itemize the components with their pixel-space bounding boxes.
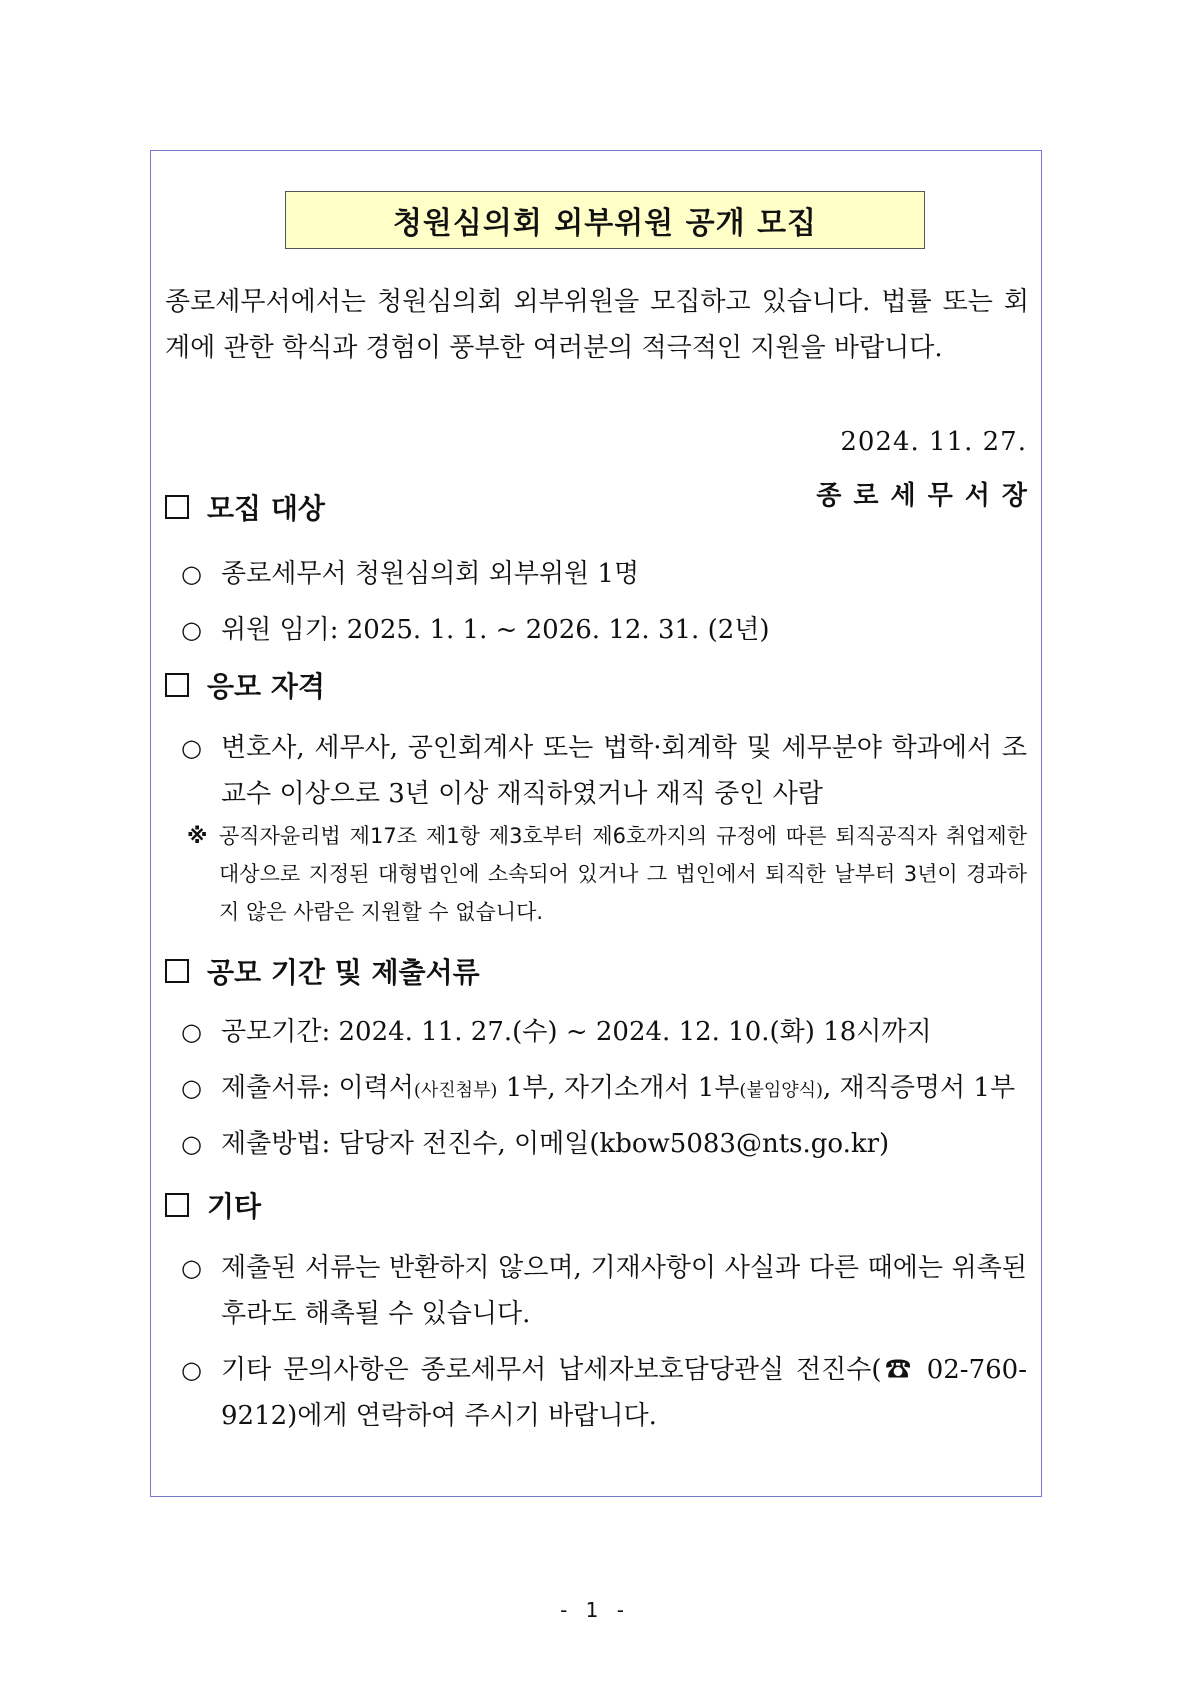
section-heading-label: 응모 자격	[207, 670, 325, 703]
section-heading-etc	[165, 1185, 261, 1225]
note-text: 공직자윤리법 제17조 제1항 제3호부터 제6호까지의 규정에 따른 퇴직공직자 취업제한 대상으로 지정된 대형법인에 소속되어 있거나 그 법인에서 퇴직한 날부터 3년이 경과하지 않은 사람은 지원할 수 없습니다.	[219, 824, 1027, 924]
section-heading-label: 기타	[207, 1190, 262, 1223]
circle-bullet-icon: ○	[181, 1356, 202, 1384]
list-item	[181, 551, 1027, 597]
list-item-text: 제출된 서류는 반환하지 않으며, 기재사항이 사실과 다른 때에는 위촉된 후라도 해촉될 수 있습니다.	[221, 1253, 1027, 1329]
list-item-text: 제출방법: 담당자 전진수, 이메일(kbow5083@nts.go.kr)	[221, 1129, 890, 1159]
checkbox-square-icon	[165, 673, 189, 697]
list-item-text	[221, 1065, 1027, 1114]
page-number: - 1 -	[560, 1598, 630, 1622]
docs-note-photo: (사진첨부)	[413, 1080, 498, 1101]
list-item-text: 기타 문의사항은 종로세무서 납세자보호담당관실 전진수(☎ 02-760-9212)에게 연락하여 주시기 바랍니다.	[221, 1355, 1027, 1431]
list-item	[181, 607, 1027, 653]
list-item-text: 공모기간: 2024. 11. 27.(수) ~ 2024. 12. 10.(화) 18시까지	[221, 1017, 932, 1047]
circle-bullet-icon: ○	[181, 560, 202, 588]
circle-bullet-icon: ○	[181, 1130, 202, 1158]
section-heading-qualification	[165, 665, 325, 705]
signer: 종로세무서장	[816, 481, 1039, 511]
notice-date: 2024. 11. 27.	[840, 427, 1027, 457]
checkbox-square-icon	[165, 959, 189, 983]
docs-note-form: (붙임양식)	[739, 1080, 824, 1101]
list-item-text: 위원 임기: 2025. 1. 1. ~ 2026. 12. 31. (2년)	[221, 615, 770, 645]
list-item	[181, 1121, 1027, 1167]
section-heading-period	[165, 951, 480, 991]
section-heading-label: 모집 대상	[207, 492, 325, 525]
list-item-text: 변호사, 세무사, 공인회계사 또는 법학·회계학 및 세무분야 학과에서 조교수 이상으로 3년 이상 재직하였거나 재직 중인 사람	[221, 733, 1027, 809]
list-item-text: 종로세무서 청원심의회 외부위원 1명	[221, 559, 640, 589]
list-item	[181, 1065, 1027, 1114]
section-heading-recruit-target	[165, 487, 325, 527]
docs-text-3: , 재직증명서 1부	[823, 1073, 1016, 1103]
circle-bullet-icon: ○	[181, 616, 202, 644]
list-item	[181, 1245, 1027, 1337]
section-heading-label: 공모 기간 및 제출서류	[207, 956, 480, 989]
notice-title: 청원심의회 외부위원 공개 모집	[285, 191, 925, 249]
checkbox-square-icon	[165, 1193, 189, 1217]
qualification-note	[187, 817, 1027, 931]
intro-paragraph: 종로세무서에서는 청원심의회 외부위원을 모집하고 있습니다. 법률 또는 회계에 관한 학식과 경험이 풍부한 여러분의 적극적인 지원을 바랍니다.	[165, 287, 1029, 363]
reference-mark-icon: ※	[187, 824, 208, 848]
list-item	[181, 725, 1027, 817]
checkbox-square-icon	[165, 495, 189, 519]
docs-text-1: 제출서류: 이력서	[221, 1073, 414, 1103]
notice-frame	[150, 150, 1042, 1497]
circle-bullet-icon: ○	[181, 1018, 202, 1046]
circle-bullet-icon: ○	[181, 734, 202, 762]
circle-bullet-icon: ○	[181, 1254, 202, 1282]
circle-bullet-icon: ○	[181, 1074, 202, 1102]
list-item	[181, 1347, 1027, 1439]
docs-text-2: 1부, 자기소개서 1부	[497, 1073, 740, 1103]
list-item	[181, 1009, 1027, 1055]
